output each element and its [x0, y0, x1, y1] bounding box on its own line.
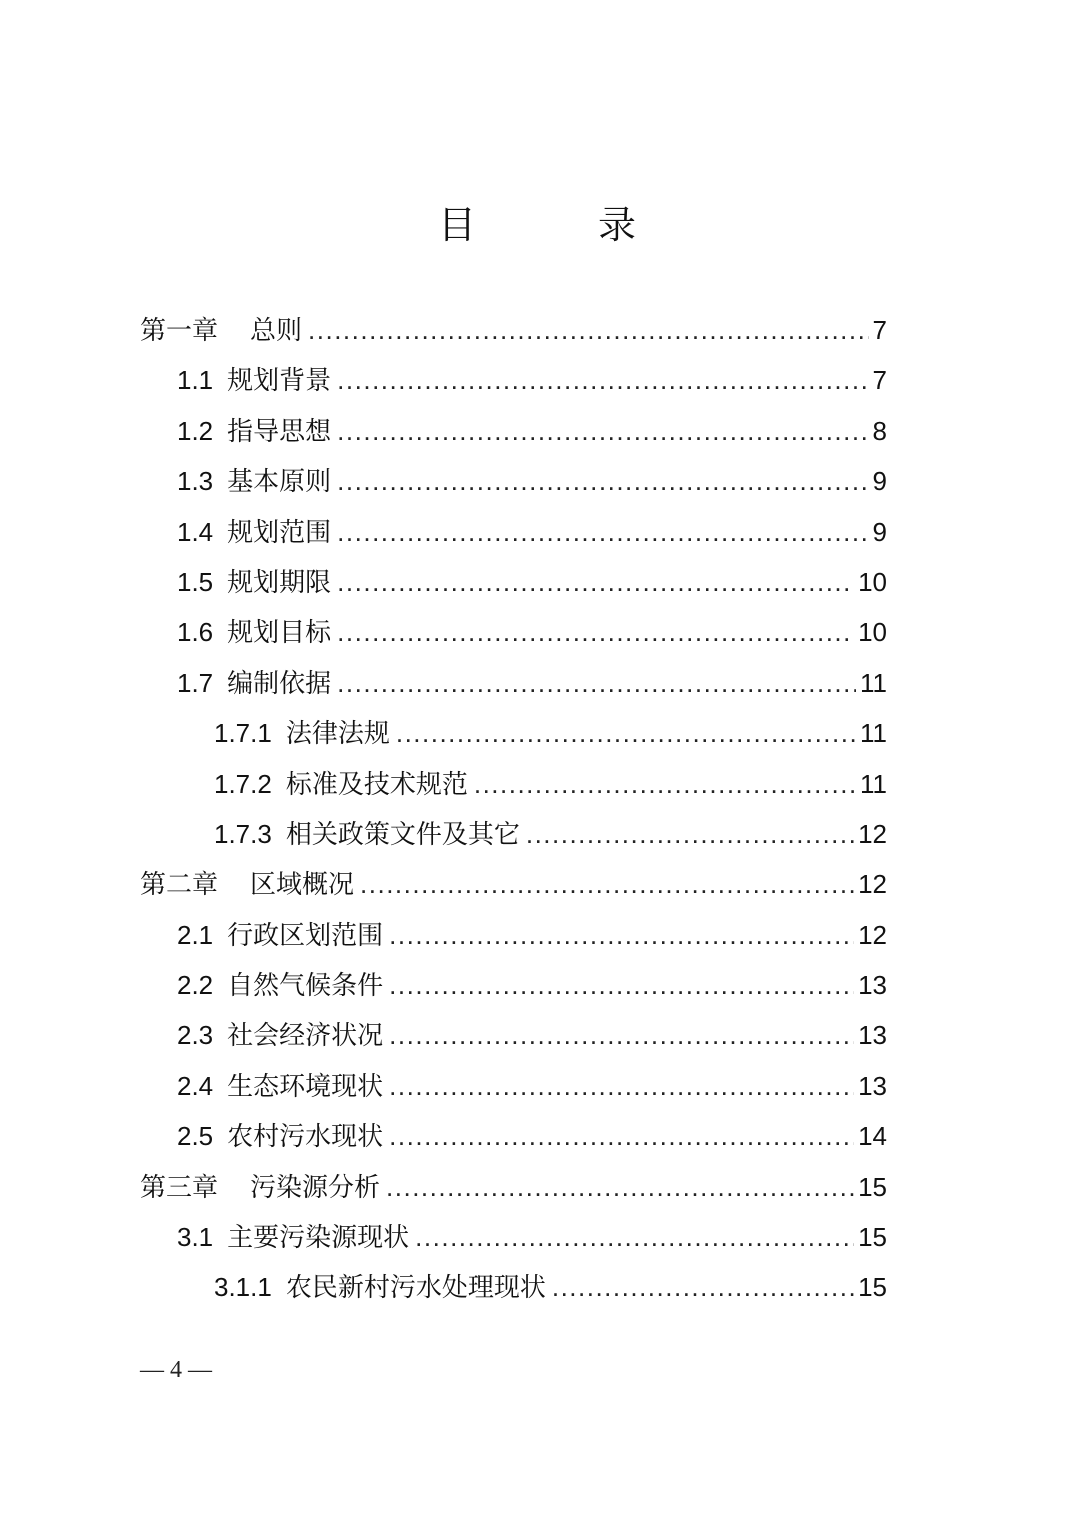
- toc-entry-number: 3.1: [177, 1222, 214, 1253]
- toc-entry-title: 农民新村污水处理现状: [285, 1272, 546, 1303]
- toc-entry-page: 11: [860, 768, 887, 799]
- toc-chapter-entry[interactable]: [140, 1162, 887, 1212]
- toc-entry-title: 编制依据: [227, 667, 332, 698]
- toc-entry[interactable]: [140, 557, 887, 607]
- toc-entry-number: 1.6: [177, 617, 214, 648]
- toc-entry-title: 总则: [250, 315, 303, 345]
- toc-dot-leader: [337, 406, 868, 456]
- toc-chapter-entry[interactable]: [140, 305, 887, 355]
- toc-dot-leader: [360, 859, 854, 909]
- toc-entry-title: 指导思想: [227, 415, 332, 446]
- toc-entry-page: 14: [858, 1121, 887, 1152]
- toc-entry[interactable]: [140, 809, 887, 859]
- toc-entry[interactable]: [140, 759, 887, 809]
- toc-entry-number: 1.7: [177, 667, 214, 698]
- toc-entry-number: 1.1: [177, 365, 214, 396]
- toc-entry-number: 1.3: [177, 466, 214, 497]
- toc-dot-leader: [337, 456, 868, 506]
- toc-entry-title: 规划期限: [227, 566, 332, 597]
- toc-entry[interactable]: [140, 910, 887, 960]
- toc-entry-title: 相关政策文件及其它: [285, 818, 520, 849]
- toc-entry-title: 规划背景: [227, 365, 332, 396]
- page-title: 目 录: [437, 203, 678, 247]
- toc-entry-number: 1.7.3: [214, 818, 272, 849]
- toc-entry-page: 15: [858, 1272, 887, 1303]
- toc-entry-number: 1.7.2: [214, 768, 272, 799]
- toc-entry-page: 9: [872, 516, 887, 547]
- table-of-contents: [140, 305, 887, 1313]
- toc-entry-page: 8: [872, 415, 887, 446]
- toc-dot-leader: [389, 1111, 854, 1161]
- toc-entry-number: 第三章: [140, 1171, 219, 1202]
- page-number-footer: — 4 —: [140, 1357, 212, 1383]
- toc-dot-leader: [474, 759, 856, 809]
- toc-dot-leader: [337, 355, 868, 405]
- toc-entry-page: 10: [858, 617, 887, 648]
- toc-entry[interactable]: [140, 355, 887, 405]
- toc-entry[interactable]: [140, 507, 887, 557]
- toc-entry-page: 11: [860, 667, 887, 698]
- toc-entry-title: 社会经济状况: [227, 1020, 384, 1051]
- toc-entry-number: 2.1: [177, 919, 214, 950]
- toc-entry-title: 法律法规: [285, 718, 390, 749]
- toc-entry-page: 9: [872, 466, 887, 497]
- toc-chapter-entry[interactable]: [140, 859, 887, 909]
- toc-entry-title: 规划范围: [227, 516, 332, 547]
- toc-entry[interactable]: [140, 406, 887, 456]
- toc-entry-page: 12: [858, 869, 887, 900]
- toc-dot-leader: [386, 1162, 854, 1212]
- toc-entry-number: 2.3: [177, 1020, 214, 1051]
- toc-entry[interactable]: [140, 708, 887, 758]
- toc-dot-leader: [415, 1212, 854, 1262]
- toc-entry-page: 13: [858, 1020, 887, 1051]
- toc-entry-number: 3.1.1: [214, 1272, 272, 1303]
- toc-dot-leader: [396, 708, 856, 758]
- toc-entry[interactable]: [140, 607, 887, 657]
- toc-entry-title: 标准及技术规范: [285, 768, 468, 799]
- toc-entry-title: 污染源分析: [250, 1171, 381, 1202]
- toc-entry[interactable]: [140, 1111, 887, 1161]
- toc-entry[interactable]: [140, 1061, 887, 1111]
- toc-entry-number: 2.4: [177, 1070, 214, 1101]
- toc-entry-number: 第二章: [140, 869, 219, 900]
- toc-entry-number: 第一章: [140, 315, 219, 345]
- toc-entry-title: 规划目标: [227, 617, 332, 648]
- toc-entry-page: 13: [858, 1070, 887, 1101]
- toc-dot-leader: [337, 607, 854, 657]
- toc-entry-number: 2.5: [177, 1121, 214, 1152]
- toc-entry-page: 15: [858, 1222, 887, 1253]
- toc-dot-leader: [389, 910, 854, 960]
- toc-dot-leader: [337, 658, 856, 708]
- toc-dot-leader: [552, 1262, 854, 1312]
- toc-entry-title: 生态环境现状: [227, 1070, 384, 1101]
- toc-entry-page: 11: [860, 718, 887, 749]
- toc-entry-title: 主要污染源现状: [227, 1222, 410, 1253]
- toc-dot-leader: [389, 1010, 854, 1060]
- toc-entry-title: 区域概况: [250, 869, 355, 900]
- toc-entry-page: 15: [858, 1171, 887, 1202]
- toc-entry-number: 1.7.1: [214, 718, 272, 749]
- toc-entry-page: 12: [858, 818, 887, 849]
- toc-entry-number: 1.5: [177, 566, 214, 597]
- toc-entry-page: 7: [872, 315, 887, 345]
- toc-entry[interactable]: [140, 1212, 887, 1262]
- toc-dot-leader: [337, 557, 854, 607]
- toc-dot-leader: [526, 809, 854, 859]
- toc-entry-number: 1.4: [177, 516, 214, 547]
- toc-entry[interactable]: [140, 1010, 887, 1060]
- toc-entry-title: 农村污水现状: [227, 1121, 384, 1152]
- toc-entry-number: 2.2: [177, 970, 214, 1001]
- toc-entry[interactable]: [140, 960, 887, 1010]
- toc-entry[interactable]: [140, 658, 887, 708]
- toc-dot-leader: [308, 305, 869, 355]
- toc-entry[interactable]: [140, 1262, 887, 1312]
- toc-entry-title: 行政区划范围: [227, 919, 384, 950]
- toc-dot-leader: [389, 960, 854, 1010]
- toc-entry-title: 自然气候条件: [227, 970, 384, 1001]
- toc-entry-number: 1.2: [177, 415, 214, 446]
- toc-dot-leader: [389, 1061, 854, 1111]
- toc-entry-page: 13: [858, 970, 887, 1001]
- toc-entry-page: 10: [858, 566, 887, 597]
- toc-entry-page: 12: [858, 919, 887, 950]
- toc-dot-leader: [337, 507, 868, 557]
- toc-entry-page: 7: [872, 365, 887, 396]
- toc-entry-title: 基本原则: [227, 466, 332, 497]
- toc-entry[interactable]: [140, 456, 887, 506]
